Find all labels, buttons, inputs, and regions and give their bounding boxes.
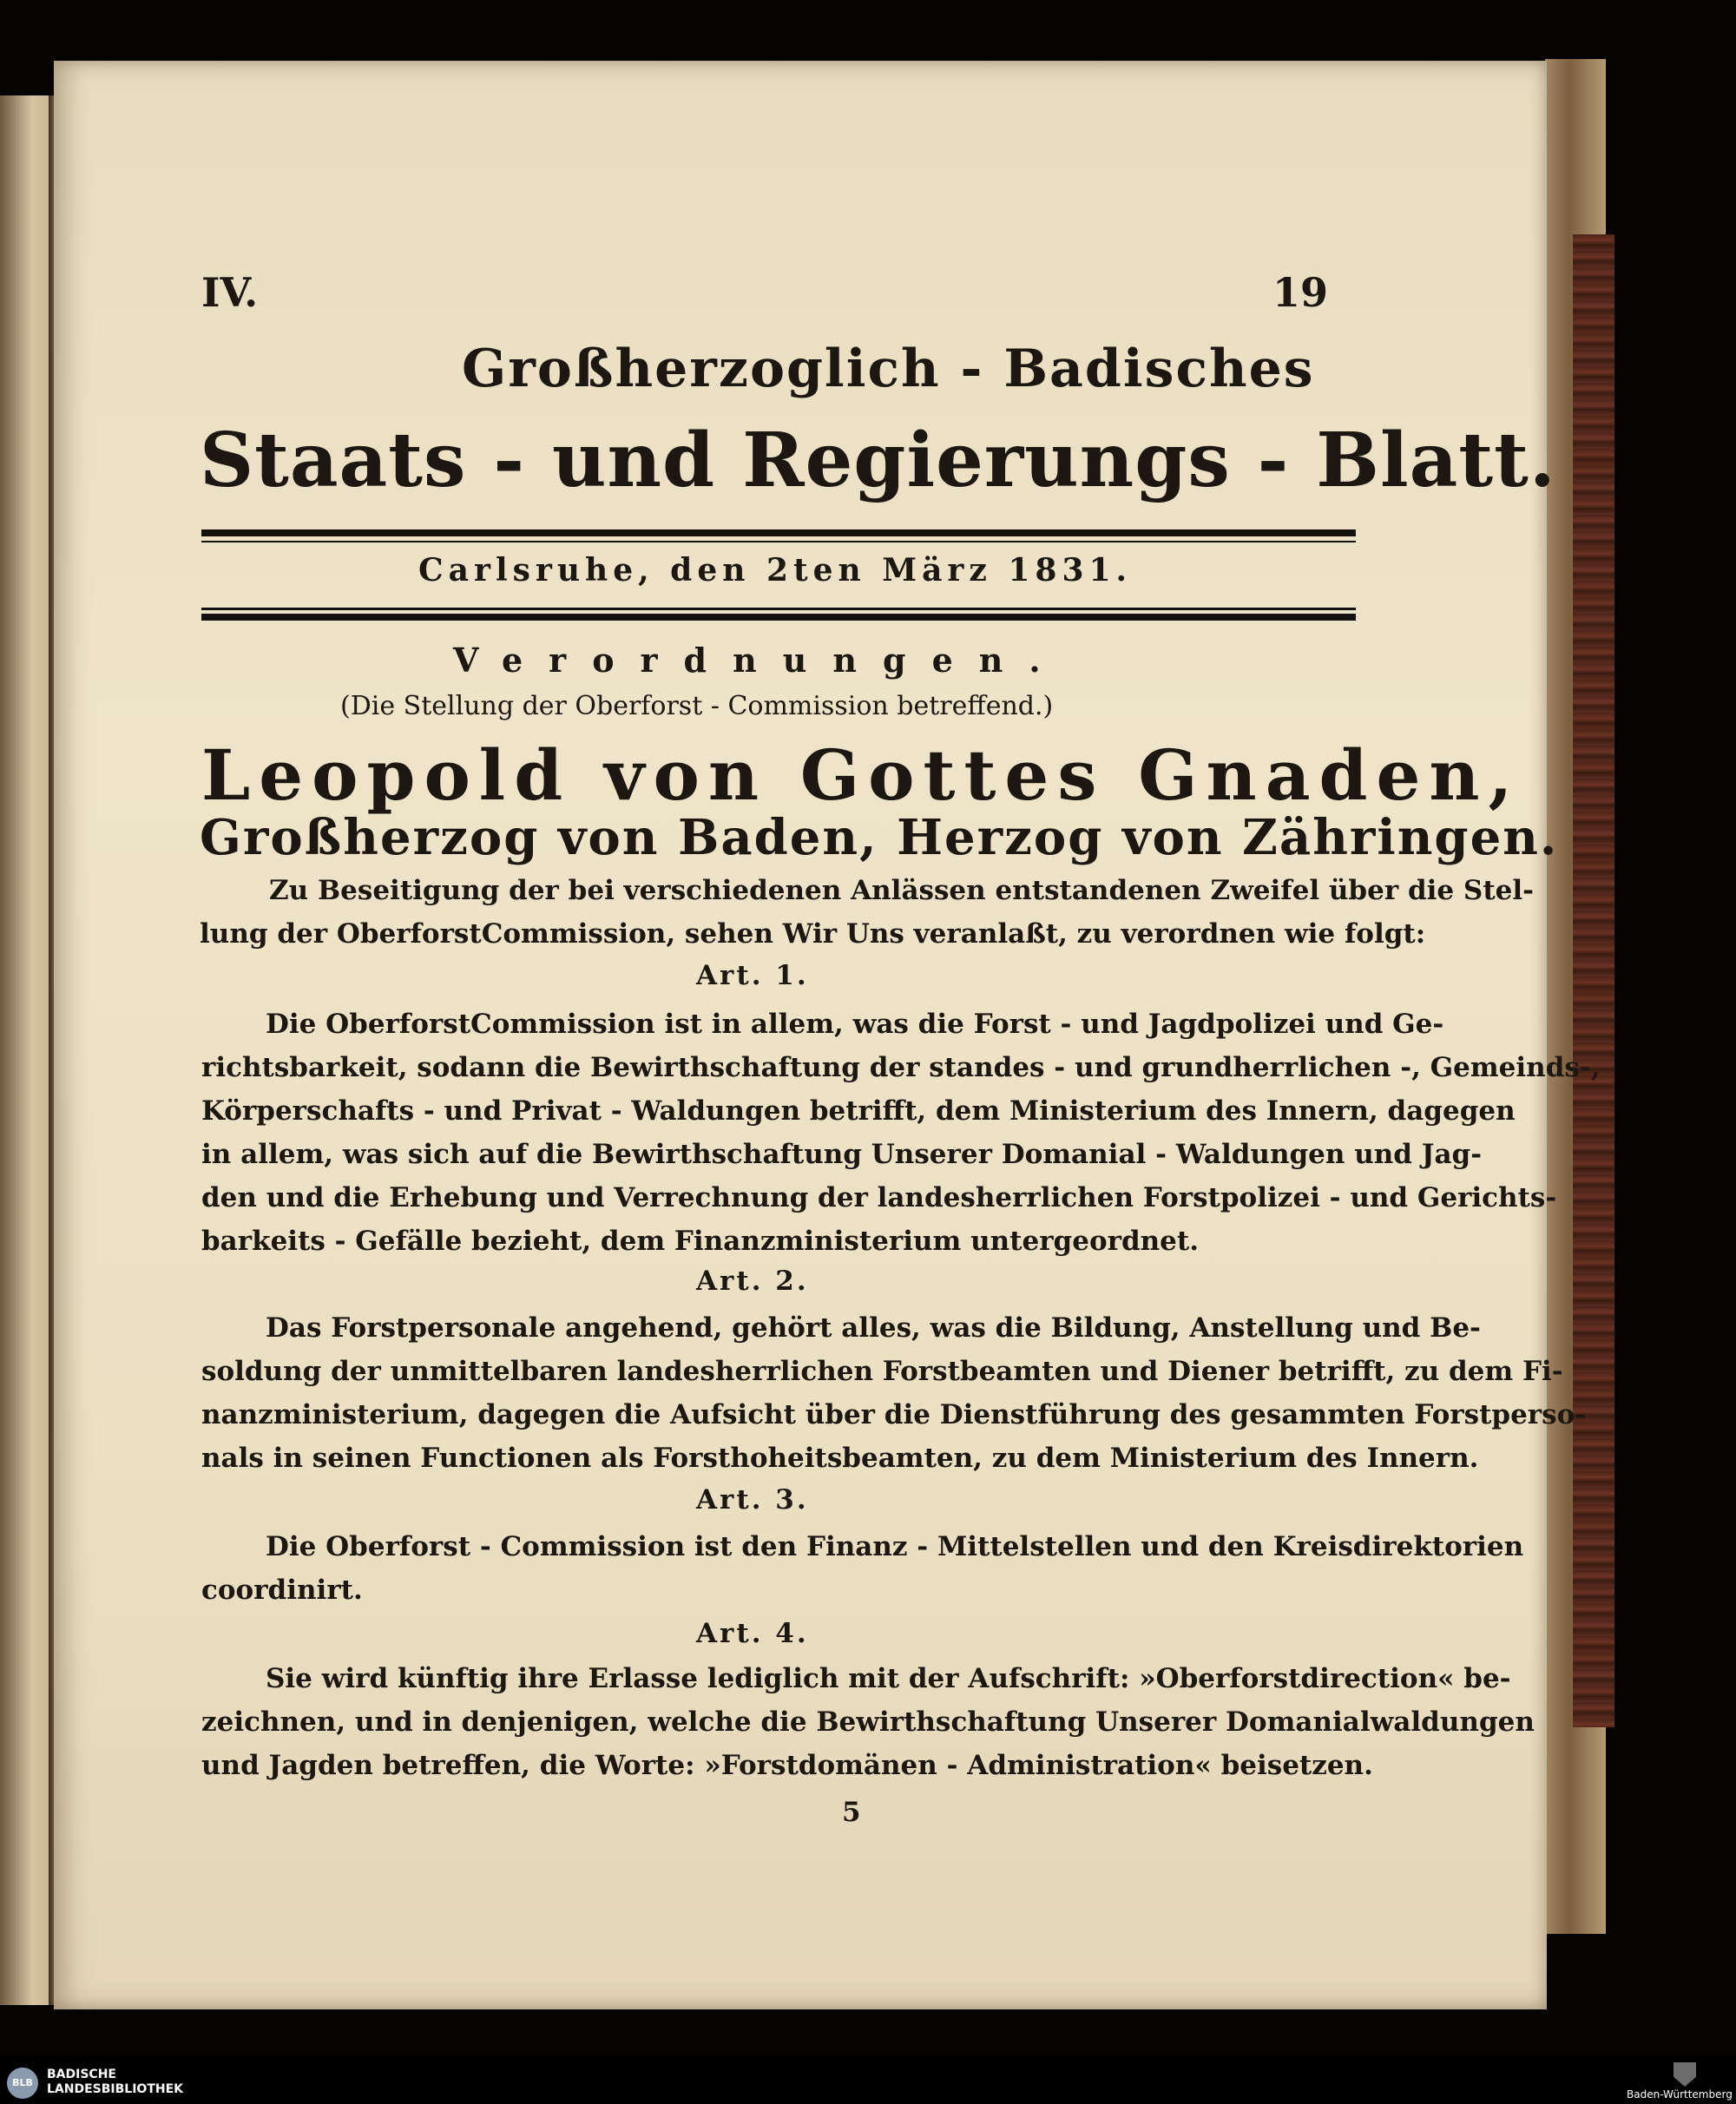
intro-line: lung der OberforstCommission, sehen Wir Uns veranlaßt, zu verordnen wie folgt:: [200, 918, 1426, 950]
intro-line: Zu Beseitigung der bei verschiedenen Anlässen entstandenen Zweifel über die Stel-: [269, 875, 1534, 906]
library-name-line2: LANDESBIBLIOTHEK: [47, 2082, 184, 2096]
article-line: den und die Erhebung und Verrechnung der landesherrlichen Forstpolizei - und Gerichts-: [201, 1182, 1557, 1213]
book-cover-edge: [1573, 234, 1614, 1727]
masthead-line2: Staats - und Regierungs - Blatt.: [200, 417, 1556, 504]
article-line: und Jagden betreffen, die Worte: »Forstdomänen - Administration« beisetzen.: [201, 1750, 1373, 1781]
article-line: coordinirt.: [201, 1575, 363, 1606]
article-line: nanzministerium, dagegen die Aufsicht über die Dienstführung des gesammten Forstperso-: [201, 1399, 1587, 1430]
dateline: Carlsruhe, den 2ten März 1831.: [418, 552, 1133, 588]
masthead-line1: Großherzoglich - Badisches: [462, 339, 1315, 399]
proclamation-line1: Leopold von Gottes Gnaden,: [201, 734, 1522, 816]
article-line: Die Oberforst - Commission ist den Finanz - Mittelstellen und den Kreisdirektorien: [266, 1531, 1524, 1562]
page-number: 19: [1272, 269, 1329, 316]
article-label: Art. 1.: [696, 960, 809, 991]
signature-mark: 5: [842, 1797, 861, 1828]
article-line: zeichnen, und in denjenigen, welche die Bewirthschaftung Unserer Domanialwaldungen: [201, 1706, 1535, 1738]
article-line: Körperschafts - und Privat - Waldungen betrifft, dem Ministerium des Innern, dagegen: [201, 1095, 1516, 1127]
rule-top-thick: [201, 529, 1356, 536]
rule-top-thin: [201, 541, 1356, 542]
document-page: [54, 61, 1601, 2009]
article-line: barkeits - Gefälle bezieht, dem Finanzministerium untergeordnet.: [201, 1226, 1200, 1257]
article-label: Art. 2.: [696, 1266, 809, 1297]
blb-logo-icon: BLB: [7, 2068, 38, 2099]
article-label: Art. 3.: [696, 1484, 809, 1516]
subject-line: (Die Stellung der Oberforst - Commission betreffend.): [340, 691, 1054, 721]
state-crest-icon: [1674, 2062, 1696, 2087]
article-line: Die OberforstCommission ist in allem, was die Forst - und Jagdpolizei und Ge-: [266, 1009, 1444, 1040]
article-label: Art. 4.: [696, 1618, 809, 1649]
article-line: Sie wird künftig ihre Erlasse lediglich mit der Aufschrift: »Oberforstdirection« be-: [266, 1663, 1511, 1694]
library-name-line1: BADISCHE: [47, 2068, 116, 2081]
issue-number: IV.: [201, 269, 259, 316]
article-line: nals in seinen Functionen als Forsthoheitsbeamten, zu dem Ministerium des Innern.: [201, 1443, 1479, 1474]
article-line: in allem, was sich auf die Bewirthschaftung Unserer Domanial - Waldungen und Jag-: [201, 1139, 1483, 1170]
rule-bottom-thin: [201, 608, 1356, 610]
article-line: Das Forstpersonale angehend, gehört alles, was die Bildung, Anstellung und Be-: [266, 1312, 1481, 1344]
section-heading: Verordnungen.: [453, 641, 1067, 680]
proclamation-line2: Großherzog von Baden, Herzog von Zähringen.: [200, 809, 1559, 866]
state-label: Baden-Württemberg: [1627, 2088, 1733, 2101]
article-line: richtsbarkeit, sodann die Bewirthschaftung der standes - und grundherrlichen -, Gemeinds-,: [201, 1052, 1601, 1083]
footer-bar: [0, 2057, 1736, 2104]
rule-bottom-thick: [201, 614, 1356, 621]
left-page-edge: [0, 95, 54, 2005]
library-name: [47, 2068, 183, 2097]
article-line: soldung der unmittelbaren landesherrlichen Forstbeamten und Diener betrifft, zu dem Fi-: [201, 1356, 1563, 1387]
